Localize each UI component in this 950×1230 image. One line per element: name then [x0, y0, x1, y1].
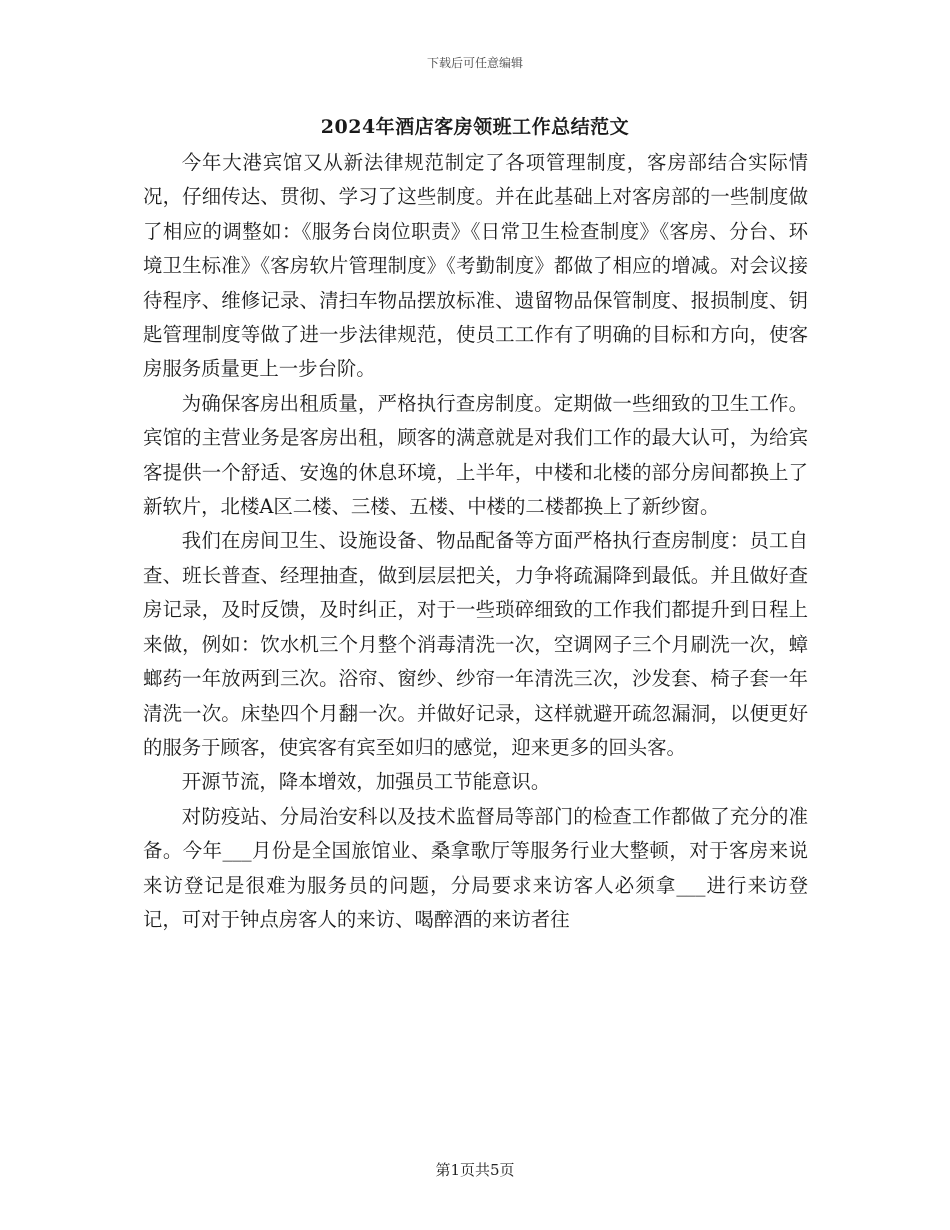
document-body [143, 146, 808, 937]
paragraph: 对防疫站、分局治安科以及技术监督局等部门的检查工作都做了充分的准备。今年___月份是全国旅馆业、桑拿歌厅等服务行业大整顿，对于客房来说来访登记是很难为服务员的问题，分局要求来访客人必须拿___进行来访登记，可对于钟点房客人的来访、喝醉酒的来访者往 [143, 804, 808, 931]
document-title: 2024年酒店客房领班工作总结范文 [320, 116, 630, 138]
page-number: 第1页共5页 [435, 1161, 515, 1179]
header-note: 下载后可任意编辑 [426, 56, 523, 70]
paragraph: 今年大港宾馆又从新法律规范制定了各项管理制度，客房部结合实际情况，仔细传达、贯彻、学习了这些制度。并在此基础上对客房部的一些制度做了相应的调整如：《服务台岗位职责》《日常卫生检查制度》《客房、分台、环境卫生标准》《客房软片管理制度》《考勤制度》都做了相应的增减。对会议接待程序、维修记录、清扫车物品摆放标准、遗留物品保管制度、报损制度、钥匙管理制度等做了进一步法律规范，使员工工作有了明确的目标和方向，使客房服务质量更上一步台阶。 [143, 151, 808, 381]
paragraph: 为确保客房出租质量，严格执行查房制度。定期做一些细致的卫生工作。宾馆的主营业务是客房出租，顾客的满意就是对我们工作的最大认可，为给宾客提供一个舒适、安逸的休息环境，上半年，中楼和北楼的部分房间都换上了新软片，北楼A区二楼、三楼、五楼、中楼的二楼都换上了新纱窗。 [143, 391, 808, 519]
paragraph: 我们在房间卫生、设施设备、物品配备等方面严格执行查房制度：员工自查、班长普查、经理抽查，做到层层把关，力争将疏漏降到最低。并且做好查房记录，及时反馈，及时纠正，对于一些琐碎细致的工作我们都提升到日程上来做，例如：饮水机三个月整个消毒清洗一次，空调网子三个月刷洗一次，蟑螂药一年放两到三次。浴帘、窗纱、纱帘一年清洗三次，沙发套、椅子套一年清洗一次。床垫四个月翻一次。并做好记录，这样就避开疏忽漏洞，以便更好的服务于顾客，使宾客有宾至如归的感觉，迎来更多的回头客。 [143, 529, 808, 759]
paragraph: 开源节流，降本增效，加强员工节能意识。 [181, 770, 551, 794]
